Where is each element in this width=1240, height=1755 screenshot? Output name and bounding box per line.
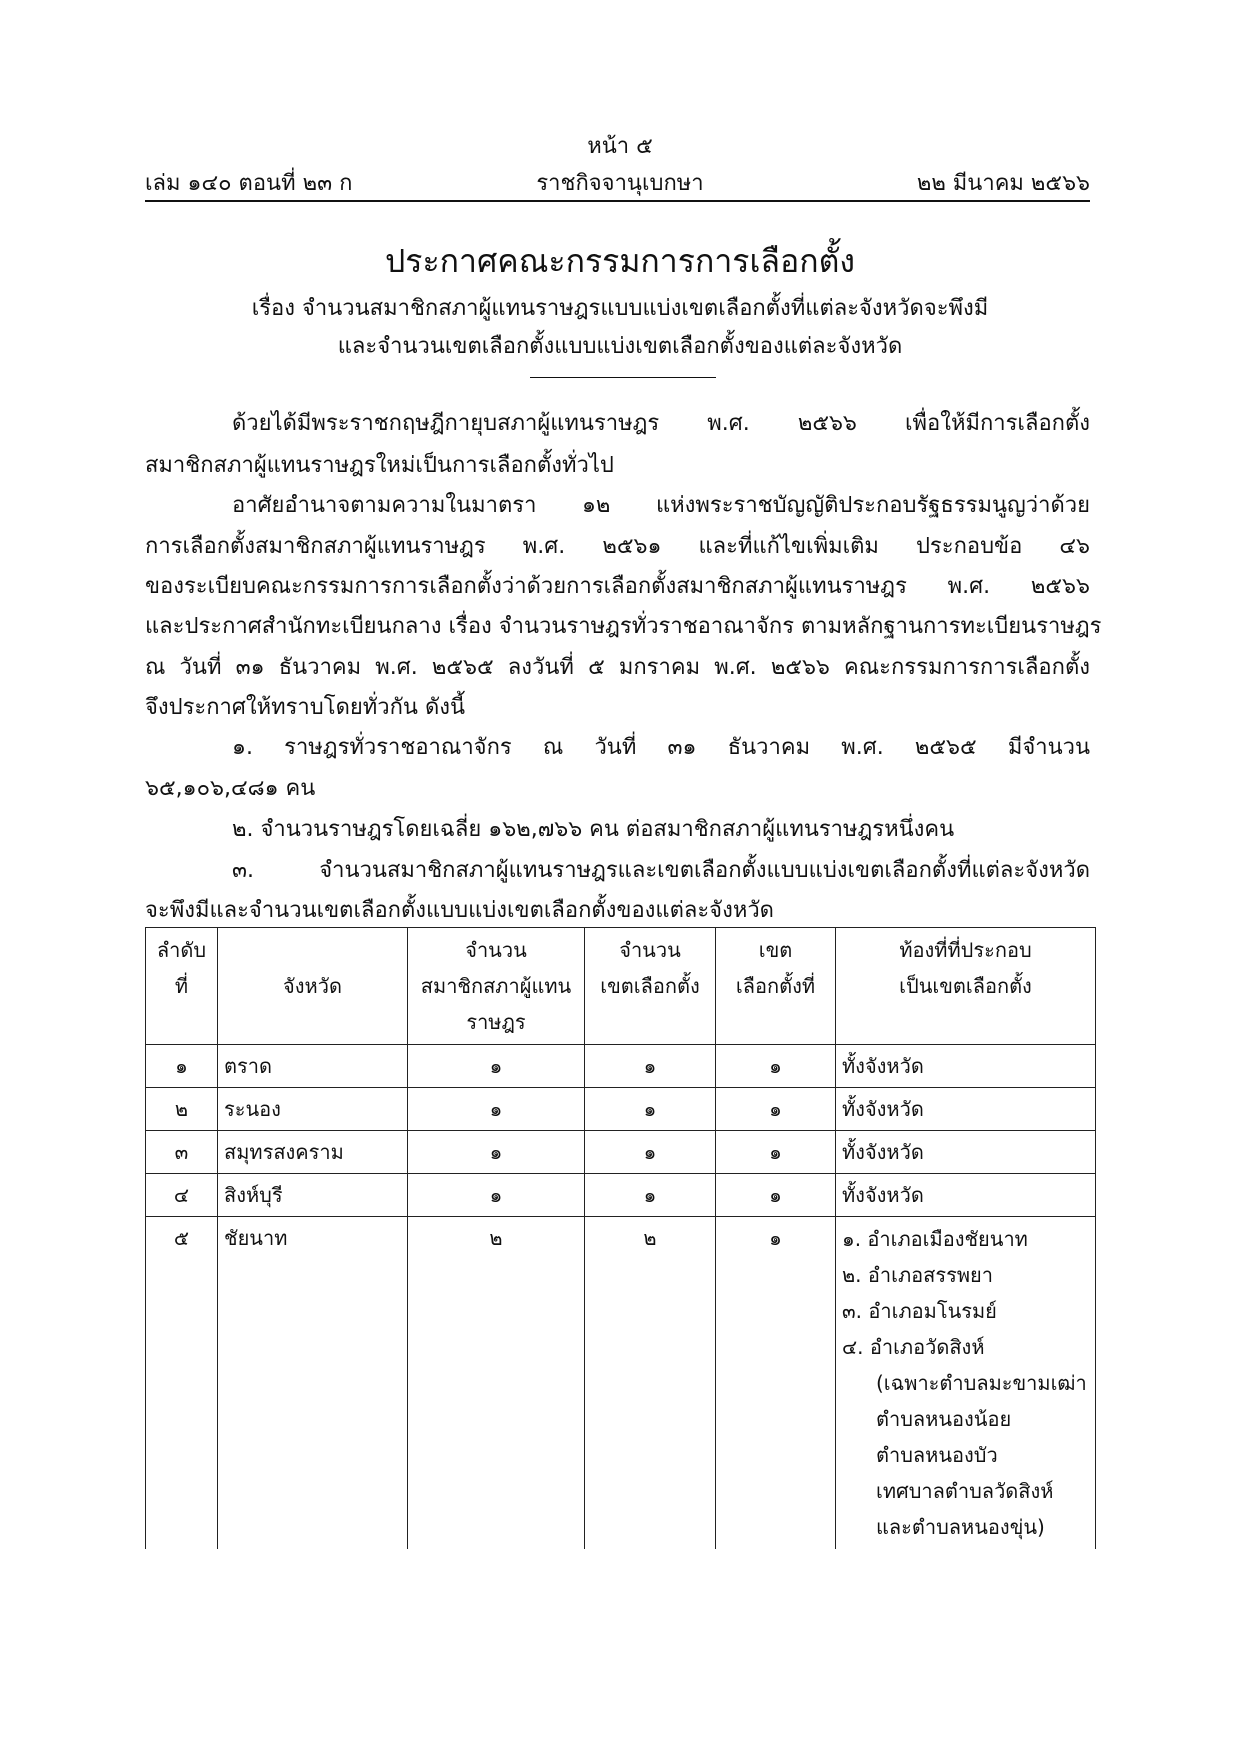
volume-issue: เล่ม ๑๔๐ ตอนที่ ๒๓ ก — [145, 171, 353, 196]
header-province: จังหวัด — [218, 928, 408, 1045]
table-row — [146, 1088, 1096, 1131]
body-line: ณ วันที่ ๓๑ ธันวาคม พ.ศ. ๒๕๖๕ ลงวันที่ ๕ มกราคม พ.ศ. ๒๕๖๖ คณะกรรมการการเลือกตั้ง — [145, 655, 1090, 680]
announcement-subject-line-2: และจำนวนเขตเลือกตั้งแบบแบ่งเขตเลือกตั้งของแต่ละจังหวัด — [337, 334, 903, 359]
area-subitem: ตำบลหนองน้อย — [876, 1407, 1012, 1431]
cell-order: ๕ — [146, 1217, 218, 1550]
cell-districts: ๑ — [585, 1088, 716, 1131]
gazette-name: ราชกิจจานุเบกษา — [536, 171, 704, 196]
cell-province: สมุทรสงคราม — [218, 1131, 408, 1174]
area-item: ๔. อำเภอวัดสิงห์ — [842, 1335, 985, 1359]
cell-areas: ทั้งจังหวัด — [836, 1131, 1096, 1174]
table-header-row — [146, 928, 1096, 1045]
body-line: อาศัยอำนาจตามความในมาตรา ๑๒ แห่งพระราชบัญญัติประกอบรัฐธรรมนูญว่าด้วย — [232, 493, 1090, 518]
area-item: ๓. อำเภอมโนรมย์ — [842, 1299, 997, 1323]
announcement-subject-line-1: เรื่อง จำนวนสมาชิกสภาผู้แทนราษฎรแบบแบ่งเขตเลือกตั้งที่แต่ละจังหวัดจะพึงมี — [251, 296, 989, 321]
page-number: หน้า ๕ — [587, 134, 653, 159]
cell-members: ๑ — [408, 1088, 585, 1131]
area-subitem: เทศบาลตำบลวัดสิงห์ — [876, 1479, 1054, 1503]
area-subitem: (เฉพาะตำบลมะขามเฒ่า — [876, 1371, 1087, 1395]
table-row — [146, 1217, 1096, 1550]
cell-areas: ทั้งจังหวัด — [836, 1174, 1096, 1217]
cell-members: ๑ — [408, 1131, 585, 1174]
body-line: สมาชิกสภาผู้แทนราษฎรใหม่เป็นการเลือกตั้งทั่วไป — [145, 453, 614, 478]
body-line: และประกาศสำนักทะเบียนกลาง เรื่อง จำนวนราษฎรทั่วราชอาณาจักร ตามหลักฐานการทะเบียนราษฎร — [145, 614, 1102, 639]
announcement-title: ประกาศคณะกรรมการการเลือกตั้ง — [384, 242, 856, 280]
header-districts: จำนวน เขตเลือกตั้ง — [585, 928, 716, 1045]
header-areas: ท้องที่ที่ประกอบ เป็นเขตเลือกตั้ง — [836, 928, 1096, 1045]
cell-members: ๒ — [408, 1217, 585, 1550]
body-line: ๓. จำนวนสมาชิกสภาผู้แทนราษฎรและเขตเลือกตั้งแบบแบ่งเขตเลือกตั้งที่แต่ละจังหวัด — [232, 858, 1090, 883]
area-subitem: ตำบลหนองบัว — [876, 1443, 998, 1467]
cell-province: ชัยนาท — [218, 1217, 408, 1550]
area-subitem: และตำบลหนองขุ่น) — [876, 1515, 1045, 1539]
publication-date: ๒๒ มีนาคม ๒๕๖๖ — [916, 171, 1090, 196]
cell-districts: ๑ — [585, 1045, 716, 1088]
body-line: ๑. ราษฎรทั่วราชอาณาจักร ณ วันที่ ๓๑ ธันวาคม พ.ศ. ๒๕๖๕ มีจำนวน — [232, 735, 1090, 760]
cell-order: ๑ — [146, 1045, 218, 1088]
cell-province: ตราด — [218, 1045, 408, 1088]
header-order: ลำดับ ที่ — [146, 928, 218, 1045]
table-row — [146, 1174, 1096, 1217]
area-item: ๒. อำเภอสรรพยา — [842, 1263, 993, 1287]
cell-members: ๑ — [408, 1045, 585, 1088]
table-row — [146, 1131, 1096, 1174]
body-line: จึงประกาศให้ทราบโดยทั่วกัน ดังนี้ — [145, 695, 466, 720]
districts-table — [145, 927, 1096, 1549]
cell-district-no: ๑ — [716, 1088, 836, 1131]
cell-district-no: ๑ — [716, 1131, 836, 1174]
area-item: ๑. อำเภอเมืองชัยนาท — [842, 1227, 1028, 1251]
header-district-no: เขต เลือกตั้งที่ — [716, 928, 836, 1045]
header-divider — [145, 200, 1090, 202]
cell-areas — [836, 1217, 1096, 1550]
cell-order: ๒ — [146, 1088, 218, 1131]
table-row — [146, 1045, 1096, 1088]
cell-district-no: ๑ — [716, 1045, 836, 1088]
body-line: ด้วยได้มีพระราชกฤษฎีกายุบสภาผู้แทนราษฎร พ.ศ. ๒๕๖๖ เพื่อให้มีการเลือกตั้ง — [232, 411, 1090, 436]
cell-order: ๔ — [146, 1174, 218, 1217]
body-line: ของระเบียบคณะกรรมการการเลือกตั้งว่าด้วยการเลือกตั้งสมาชิกสภาผู้แทนราษฎร พ.ศ. ๒๕๖๖ — [145, 574, 1090, 599]
cell-province: สิงห์บุรี — [218, 1174, 408, 1217]
cell-districts: ๑ — [585, 1131, 716, 1174]
cell-areas: ทั้งจังหวัด — [836, 1088, 1096, 1131]
cell-district-no: ๑ — [716, 1174, 836, 1217]
cell-province: ระนอง — [218, 1088, 408, 1131]
cell-district-no: ๑ — [716, 1217, 836, 1550]
cell-districts: ๒ — [585, 1217, 716, 1550]
cell-areas: ทั้งจังหวัด — [836, 1045, 1096, 1088]
header-members: จำนวน สมาชิกสภาผู้แทน ราษฎร — [408, 928, 585, 1045]
body-line: จะพึงมีและจำนวนเขตเลือกตั้งแบบแบ่งเขตเลือกตั้งของแต่ละจังหวัด — [145, 898, 774, 923]
cell-order: ๓ — [146, 1131, 218, 1174]
body-line: การเลือกตั้งสมาชิกสภาผู้แทนราษฎร พ.ศ. ๒๕๖๑ และที่แก้ไขเพิ่มเติม ประกอบข้อ ๔๖ — [145, 534, 1090, 559]
body-line: ๖๕,๑๐๖,๔๘๑ คน — [145, 776, 316, 801]
title-separator — [530, 377, 716, 378]
cell-districts: ๑ — [585, 1174, 716, 1217]
body-line: ๒. จำนวนราษฎรโดยเฉลี่ย ๑๖๒,๗๖๖ คน ต่อสมาชิกสภาผู้แทนราษฎรหนึ่งคน — [232, 817, 955, 842]
cell-members: ๑ — [408, 1174, 585, 1217]
